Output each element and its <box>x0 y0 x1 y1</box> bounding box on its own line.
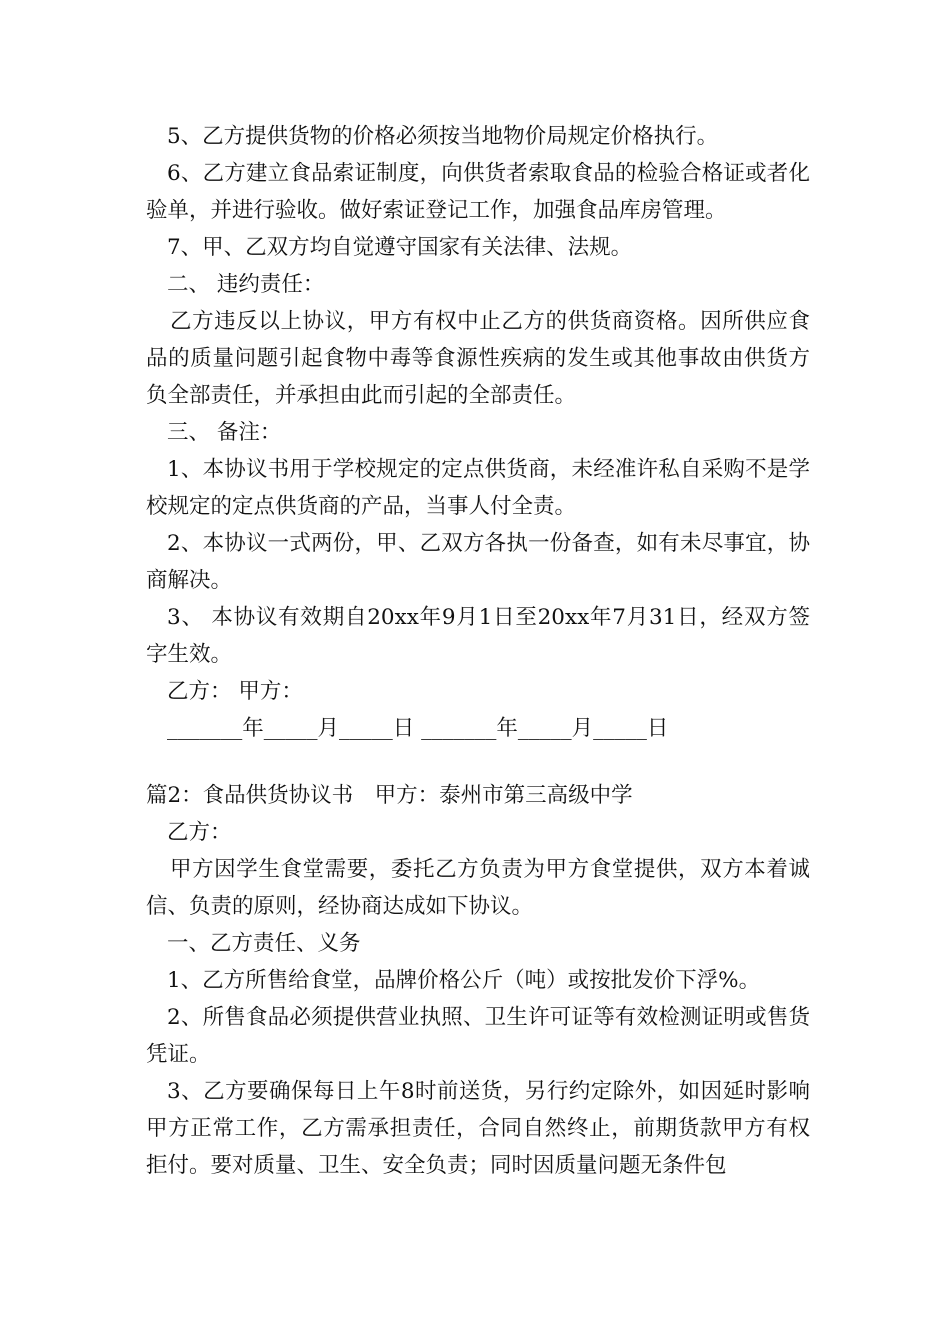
document-page <box>146 118 810 1184</box>
section2-heading: 篇2：食品供货协议书 甲方：泰州市第三高级中学 <box>146 783 633 808</box>
section-gap <box>146 747 810 777</box>
signature-dates: _______年_____月_____日 _______年_____月_____日 <box>167 716 669 741</box>
note-3: 3、 本协议有效期自20xx年9月1日至20xx年7月31日，经双方签字生效。 <box>146 605 810 667</box>
duty-3: 3、乙方要确保每日上午8时前送货，另行约定除外，如因延时影响甲方正常工作，乙方需承担责任，合同自然终止，前期货款甲方有权拒付。要对质量、卫生、安全负责；同时因质量问题无条件包 <box>146 1079 810 1178</box>
signature-parties: 乙方： 甲方： <box>167 679 303 704</box>
section-heading-notes: 三、 备注： <box>167 420 282 445</box>
clause-7: 7、甲、乙双方均自觉遵守国家有关法律、法规。 <box>167 235 633 260</box>
note-1: 1、本协议书用于学校规定的定点供货商，未经准许私自采购不是学校规定的定点供货商的产品，当事人付全责。 <box>146 457 810 519</box>
note-2: 2、本协议一式两份，甲、乙双方各执一份备查，如有未尽事宜，协商解决。 <box>146 531 810 593</box>
preamble: 甲方因学生食堂需要，委托乙方负责为甲方食堂提供，双方本着诚信、负责的原则，经协商达成如下协议。 <box>146 857 810 919</box>
section-heading-liability: 二、 违约责任： <box>167 272 325 297</box>
clause-5: 5、乙方提供货物的价格必须按当地物价局规定价格执行。 <box>167 124 719 149</box>
party-b-line: 乙方： <box>167 820 232 845</box>
duty-2: 2、所售食品必须提供营业执照、卫生许可证等有效检测证明或售货凭证。 <box>146 1005 810 1067</box>
section-heading-duties: 一、乙方责任、义务 <box>167 931 361 956</box>
clause-6: 6、乙方建立食品索证制度，向供货者索取食品的检验合格证或者化验单，并进行验收。做好索证登记工作，加强食品库房管理。 <box>146 161 810 223</box>
liability-text: 乙方违反以上协议，甲方有权中止乙方的供货商资格。因所供应食品的质量问题引起食物中毒等食源性疾病的发生或其他事故由供货方负全部责任，并承担由此而引起的全部责任。 <box>146 309 810 408</box>
duty-1: 1、乙方所售给食堂，品牌价格公斤（吨）或按批发价下浮%。 <box>167 968 761 993</box>
